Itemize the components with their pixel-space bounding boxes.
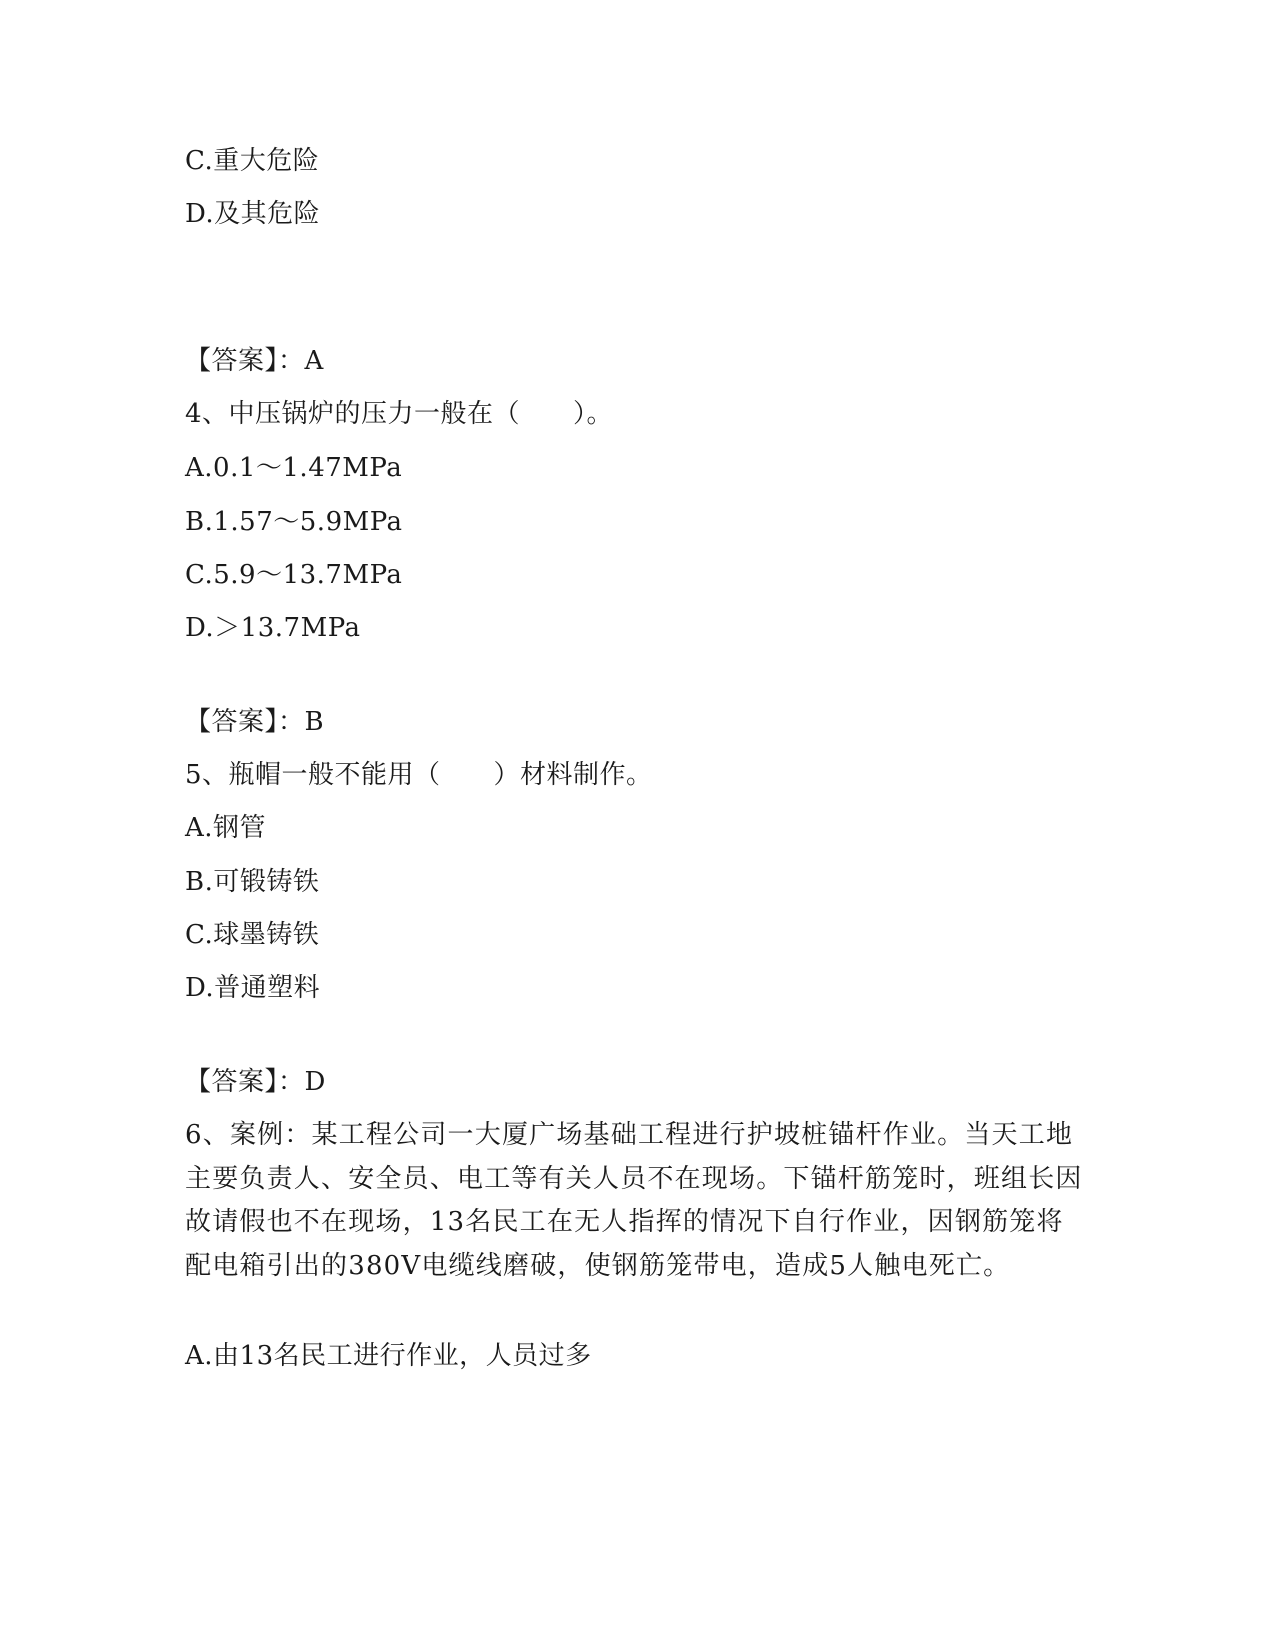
prev-answer: 【答案】：A — [185, 346, 324, 376]
q6-stem: 6、案例：某工程公司一大厦广场基础工程进行护坡桩锚杆作业。当天工地主要负责人、安全员、电工等有关人员不在现场。下锚杆筋笼时，班组长因故请假也不在现场，13名民工在无人指挥的情况下自行作业，因钢筋笼将配电箱引出的380V电缆线磨破，使钢筋笼带电，造成5人触电死亡。 — [185, 1120, 1083, 1281]
q5-answer: 【答案】：D — [185, 1067, 326, 1097]
prev-option-c: D.及其危险 — [185, 199, 321, 229]
q5-option-c: C.球墨铸铁 — [185, 920, 320, 950]
q4-option-c: C.5.9～13.7MPa — [185, 560, 403, 590]
q4-stem: 4、中压锅炉的压力一般在（ ）。 — [185, 399, 614, 429]
q5-stem: 5、瓶帽一般不能用（ ）材料制作。 — [185, 760, 653, 790]
q5-option-b: B.可锻铸铁 — [185, 867, 320, 897]
q6-option-a: A.由13名民工进行作业，人员过多 — [185, 1341, 592, 1371]
q5-option-d: D.普通塑料 — [185, 973, 321, 1003]
q4-answer: 【答案】：B — [185, 707, 325, 737]
q4-option-b: B.1.57～5.9MPa — [185, 507, 403, 537]
q5-option-a: A.钢管 — [185, 813, 267, 843]
q4-option-d: D.＞13.7MPa — [185, 613, 361, 643]
prev-option-b: C.重大危险 — [185, 146, 320, 176]
q4-option-a: A.0.1～1.47MPa — [185, 453, 403, 483]
